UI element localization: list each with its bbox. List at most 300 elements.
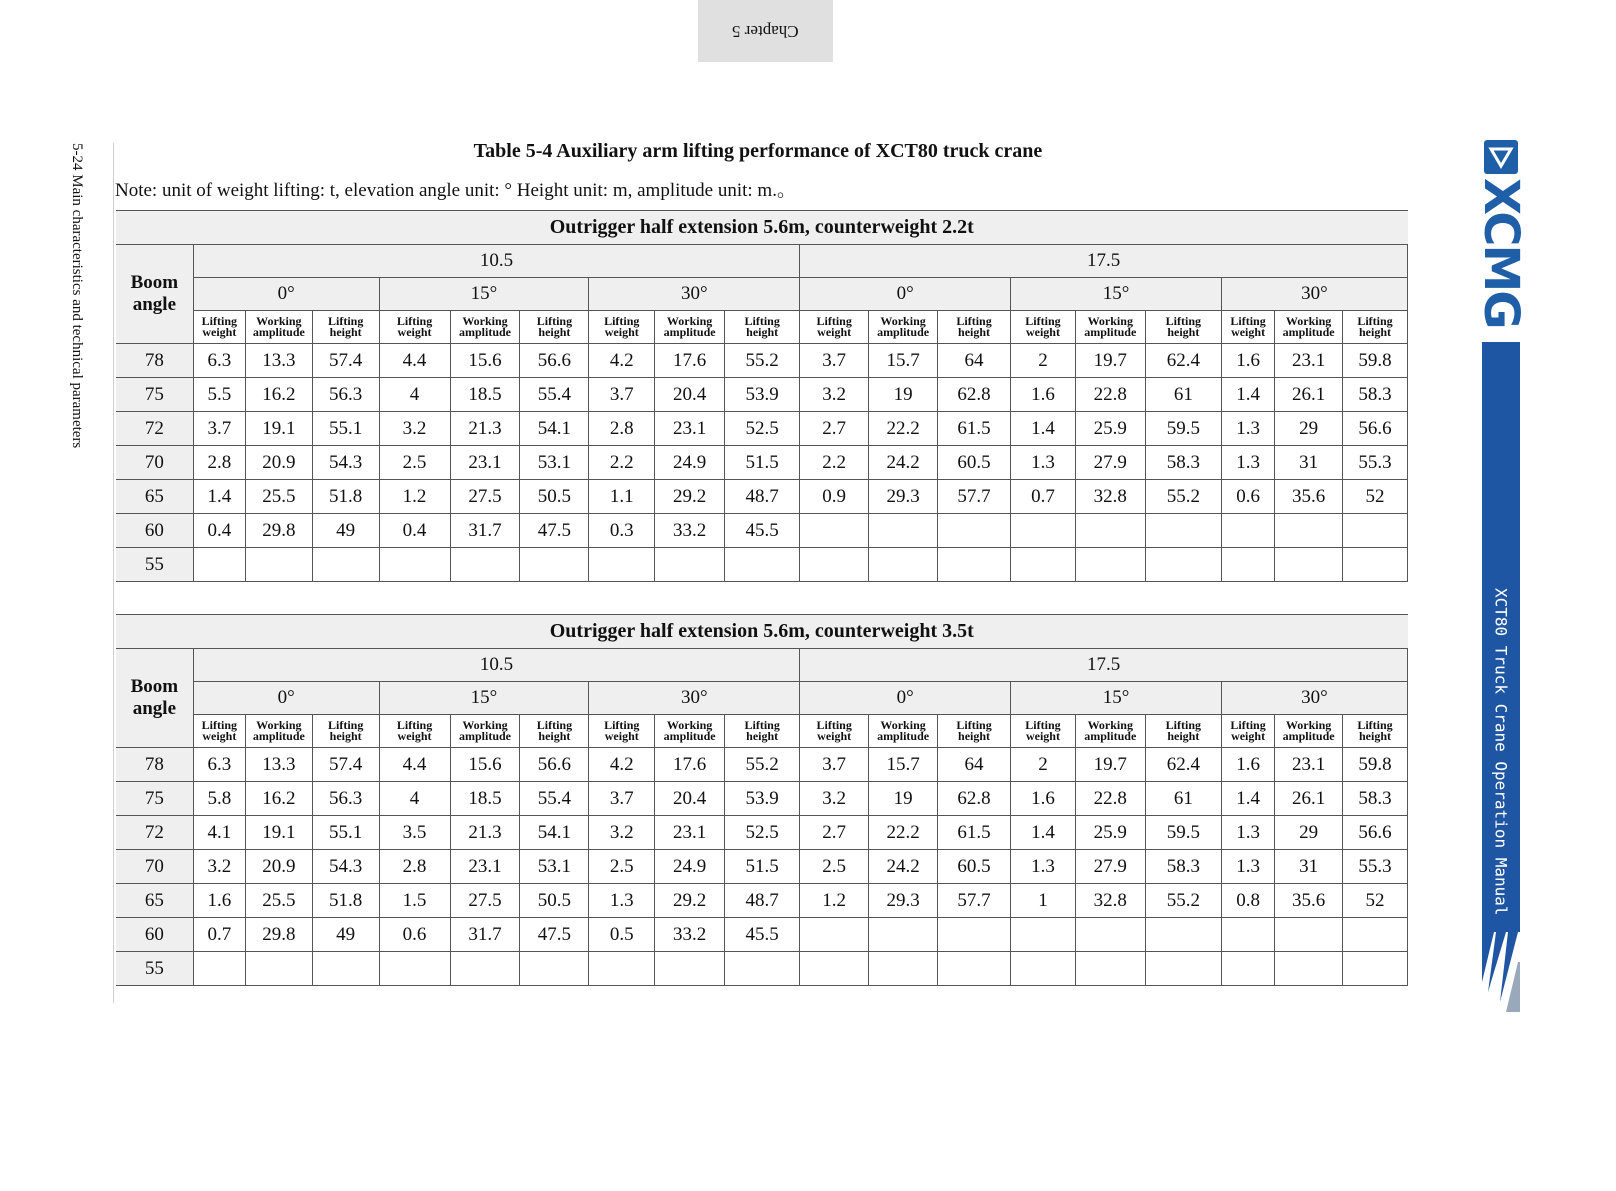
lifting-weight-header bbox=[1221, 311, 1274, 344]
value-cell: 1.3 bbox=[1221, 850, 1274, 884]
value-cell: 1.2 bbox=[379, 480, 450, 514]
value-cell: 54.1 bbox=[520, 412, 589, 446]
header-line: Lifting bbox=[1025, 718, 1061, 732]
value-cell: 0.4 bbox=[193, 514, 245, 548]
header-line: Working bbox=[880, 718, 926, 732]
value-cell: 13.3 bbox=[245, 748, 312, 782]
header-line: weight bbox=[1025, 325, 1060, 339]
value-cell: 29.2 bbox=[655, 480, 725, 514]
arm-length-header: 17.5 bbox=[800, 245, 1408, 278]
value-cell: 57.7 bbox=[938, 480, 1011, 514]
value-cell: 22.2 bbox=[869, 412, 938, 446]
boom-angle-cell: 65 bbox=[116, 884, 193, 918]
table-row bbox=[116, 412, 1408, 446]
table-caption: Outrigger half extension 5.6m, counterweight 3.5t bbox=[116, 615, 1408, 649]
value-cell: 60.5 bbox=[938, 446, 1011, 480]
value-cell: 54.3 bbox=[312, 446, 379, 480]
value-cell: 50.5 bbox=[520, 884, 589, 918]
value-cell: 1.5 bbox=[379, 884, 450, 918]
value-cell: 21.3 bbox=[450, 412, 520, 446]
table-row bbox=[116, 344, 1408, 378]
table-title: Table 5-4 Auxiliary arm lifting performance of XCT80 truck crane bbox=[473, 140, 1043, 162]
value-cell: 52.5 bbox=[725, 412, 800, 446]
working-amplitude-header bbox=[1275, 715, 1343, 748]
header-line: height bbox=[329, 325, 362, 339]
value-cell bbox=[1011, 548, 1076, 582]
manual-title-bar bbox=[1482, 342, 1520, 932]
value-cell: 47.5 bbox=[520, 514, 589, 548]
value-cell: 16.2 bbox=[245, 782, 312, 816]
lifting-height-header bbox=[312, 715, 379, 748]
working-amplitude-header bbox=[655, 715, 725, 748]
value-cell: 3.7 bbox=[589, 782, 655, 816]
value-cell: 33.2 bbox=[655, 514, 725, 548]
lifting-height-header bbox=[312, 311, 379, 344]
value-cell bbox=[938, 514, 1011, 548]
lifting-weight-header bbox=[193, 311, 245, 344]
lifting-weight-header bbox=[800, 311, 869, 344]
table-row bbox=[116, 514, 1408, 548]
value-cell bbox=[800, 514, 869, 548]
working-amplitude-header bbox=[245, 311, 312, 344]
value-cell: 52.5 bbox=[725, 816, 800, 850]
value-cell: 1 bbox=[1011, 884, 1076, 918]
header-line: weight bbox=[397, 325, 432, 339]
value-cell: 1.3 bbox=[1221, 816, 1274, 850]
offset-angle-header: 15° bbox=[1011, 682, 1222, 715]
value-cell: 29.2 bbox=[655, 884, 725, 918]
header-line: Lifting bbox=[536, 718, 573, 732]
value-cell: 56.3 bbox=[312, 378, 379, 412]
table-row bbox=[116, 884, 1408, 918]
value-cell bbox=[193, 952, 245, 986]
value-cell: 1.3 bbox=[1011, 446, 1076, 480]
table-row bbox=[116, 918, 1408, 952]
header-line: Working bbox=[1285, 718, 1332, 732]
value-cell: 2.7 bbox=[800, 412, 869, 446]
boom-angle-cell: 70 bbox=[116, 850, 193, 884]
value-cell: 48.7 bbox=[725, 480, 800, 514]
table-row bbox=[116, 748, 1408, 782]
lifting-weight-header bbox=[1221, 715, 1274, 748]
value-cell: 5.8 bbox=[193, 782, 245, 816]
value-cell: 0.7 bbox=[193, 918, 245, 952]
value-cell: 53.9 bbox=[725, 378, 800, 412]
value-cell: 45.5 bbox=[725, 514, 800, 548]
value-cell: 54.3 bbox=[312, 850, 379, 884]
header-line: amplitude bbox=[1282, 729, 1335, 743]
value-cell: 61.5 bbox=[938, 412, 1011, 446]
value-cell: 57.4 bbox=[312, 344, 379, 378]
value-cell: 23.1 bbox=[655, 816, 725, 850]
header-line: Lifting bbox=[744, 314, 780, 328]
value-cell: 16.2 bbox=[245, 378, 312, 412]
value-cell bbox=[379, 548, 450, 582]
header-line: amplitude bbox=[459, 729, 512, 743]
header-line: amplitude bbox=[663, 729, 716, 743]
lifting-height-header bbox=[725, 311, 800, 344]
value-cell: 64 bbox=[938, 748, 1011, 782]
value-cell: 55.2 bbox=[1145, 884, 1221, 918]
header-line: Lifting bbox=[1165, 314, 1202, 328]
boom-angle-cell: 65 bbox=[116, 480, 193, 514]
value-cell: 33.2 bbox=[655, 918, 725, 952]
value-cell: 6.3 bbox=[193, 748, 245, 782]
value-cell bbox=[869, 548, 938, 582]
header-line: Lifting bbox=[1357, 314, 1393, 328]
lifting-weight-header bbox=[800, 715, 869, 748]
value-cell: 4.1 bbox=[193, 816, 245, 850]
value-cell: 15.6 bbox=[450, 344, 520, 378]
value-cell: 20.9 bbox=[245, 850, 312, 884]
value-cell: 2.5 bbox=[800, 850, 869, 884]
value-cell bbox=[245, 548, 312, 582]
boom-angle-cell: 75 bbox=[116, 378, 193, 412]
value-cell: 20.4 bbox=[655, 378, 725, 412]
value-cell: 59.8 bbox=[1343, 748, 1408, 782]
value-cell: 2.8 bbox=[379, 850, 450, 884]
value-cell: 58.3 bbox=[1343, 378, 1408, 412]
working-amplitude-header bbox=[869, 311, 938, 344]
header-line: weight bbox=[397, 729, 432, 743]
working-amplitude-header bbox=[245, 715, 312, 748]
value-cell: 3.5 bbox=[379, 816, 450, 850]
value-cell: 29.8 bbox=[245, 918, 312, 952]
lifting-height-header bbox=[938, 715, 1011, 748]
value-cell: 27.5 bbox=[450, 884, 520, 918]
header-line: Lifting bbox=[396, 718, 433, 732]
value-cell: 3.2 bbox=[800, 782, 869, 816]
header-line: Working bbox=[666, 718, 713, 732]
value-cell: 27.9 bbox=[1075, 850, 1145, 884]
boom-angle-cell: 78 bbox=[116, 748, 193, 782]
value-cell: 59.5 bbox=[1145, 412, 1221, 446]
working-amplitude-header bbox=[655, 311, 725, 344]
header-line: Working bbox=[666, 314, 713, 328]
value-cell: 57.7 bbox=[938, 884, 1011, 918]
value-cell: 56.6 bbox=[1343, 816, 1408, 850]
offset-angle-header: 0° bbox=[193, 278, 379, 311]
value-cell: 59.5 bbox=[1145, 816, 1221, 850]
value-cell bbox=[800, 918, 869, 952]
value-cell: 25.5 bbox=[245, 884, 312, 918]
value-cell: 53.1 bbox=[520, 446, 589, 480]
header-line: weight bbox=[1231, 325, 1266, 339]
header-line: amplitude bbox=[1084, 325, 1137, 339]
value-cell: 3.7 bbox=[800, 344, 869, 378]
value-cell bbox=[869, 514, 938, 548]
value-cell bbox=[589, 548, 655, 582]
boom-angle-header: Boom angle bbox=[116, 649, 193, 748]
header-line: Working bbox=[1285, 314, 1332, 328]
value-cell: 62.4 bbox=[1145, 344, 1221, 378]
header-line: amplitude bbox=[877, 729, 930, 743]
value-cell: 2.8 bbox=[589, 412, 655, 446]
value-cell: 24.9 bbox=[655, 850, 725, 884]
value-cell: 2.5 bbox=[379, 446, 450, 480]
header-line: height bbox=[538, 325, 571, 339]
value-cell bbox=[1343, 952, 1408, 986]
boom-angle-cell: 78 bbox=[116, 344, 193, 378]
value-cell: 49 bbox=[312, 514, 379, 548]
boom-angle-cell: 55 bbox=[116, 952, 193, 986]
value-cell: 48.7 bbox=[725, 884, 800, 918]
value-cell: 0.4 bbox=[379, 514, 450, 548]
lifting-height-header bbox=[1145, 715, 1221, 748]
value-cell bbox=[450, 952, 520, 986]
value-cell: 3.7 bbox=[193, 412, 245, 446]
value-cell: 50.5 bbox=[520, 480, 589, 514]
arm-length-header: 10.5 bbox=[193, 649, 799, 682]
value-cell: 59.8 bbox=[1343, 344, 1408, 378]
value-cell: 53.9 bbox=[725, 782, 800, 816]
header-line: Lifting bbox=[327, 314, 364, 328]
offset-angle-header: 30° bbox=[589, 278, 800, 311]
value-cell bbox=[938, 952, 1011, 986]
header-line: height bbox=[1359, 325, 1392, 339]
header-line: Lifting bbox=[816, 314, 852, 328]
value-cell: 53.1 bbox=[520, 850, 589, 884]
units-note: Note: unit of weight lifting: t, elevation angle unit: ° Height unit: m, amplitude unit: m.。 bbox=[115, 180, 796, 201]
value-cell: 51.5 bbox=[725, 850, 800, 884]
header-line: weight bbox=[817, 729, 852, 743]
header-line: Lifting bbox=[1165, 718, 1202, 732]
margin-divider bbox=[113, 143, 114, 1003]
value-cell: 6.3 bbox=[193, 344, 245, 378]
value-cell: 58.3 bbox=[1145, 850, 1221, 884]
value-cell: 35.6 bbox=[1275, 884, 1343, 918]
value-cell: 62.8 bbox=[938, 782, 1011, 816]
value-cell bbox=[589, 952, 655, 986]
offset-angle-header: 15° bbox=[1011, 278, 1222, 311]
value-cell bbox=[1343, 548, 1408, 582]
brand-wordmark: XCMG bbox=[1473, 178, 1529, 328]
header-line: height bbox=[1359, 729, 1392, 743]
value-cell: 1.6 bbox=[1221, 748, 1274, 782]
header-line: amplitude bbox=[877, 325, 930, 339]
value-cell: 55.1 bbox=[312, 816, 379, 850]
value-cell: 62.8 bbox=[938, 378, 1011, 412]
value-cell: 1.4 bbox=[193, 480, 245, 514]
header-line: weight bbox=[1025, 729, 1060, 743]
value-cell: 24.2 bbox=[869, 850, 938, 884]
value-cell: 3.2 bbox=[193, 850, 245, 884]
offset-angle-header: 30° bbox=[589, 682, 800, 715]
value-cell: 29.8 bbox=[245, 514, 312, 548]
lifting-height-header bbox=[725, 715, 800, 748]
header-line: Lifting bbox=[327, 718, 364, 732]
value-cell bbox=[1275, 548, 1343, 582]
value-cell: 0.6 bbox=[1221, 480, 1274, 514]
table-caption: Outrigger half extension 5.6m, counterweight 2.2t bbox=[116, 211, 1408, 245]
table-row bbox=[116, 952, 1408, 986]
value-cell: 2.2 bbox=[589, 446, 655, 480]
header-line: Working bbox=[462, 718, 508, 732]
value-cell bbox=[312, 548, 379, 582]
value-cell: 3.2 bbox=[589, 816, 655, 850]
value-cell bbox=[938, 918, 1011, 952]
value-cell: 27.5 bbox=[450, 480, 520, 514]
value-cell bbox=[938, 548, 1011, 582]
arm-length-header: 10.5 bbox=[193, 245, 799, 278]
value-cell bbox=[869, 918, 938, 952]
value-cell: 15.7 bbox=[869, 748, 938, 782]
value-cell: 3.2 bbox=[379, 412, 450, 446]
header-line: Lifting bbox=[956, 314, 992, 328]
value-cell: 56.6 bbox=[520, 748, 589, 782]
value-cell bbox=[450, 548, 520, 582]
value-cell: 2 bbox=[1011, 748, 1076, 782]
value-cell bbox=[520, 548, 589, 582]
value-cell: 47.5 bbox=[520, 918, 589, 952]
value-cell: 29.3 bbox=[869, 884, 938, 918]
performance-table-2 bbox=[116, 614, 1408, 986]
chapter-label: Chapter 5 bbox=[732, 22, 799, 41]
lifting-height-header bbox=[520, 311, 589, 344]
working-amplitude-header bbox=[1075, 311, 1145, 344]
value-cell: 22.2 bbox=[869, 816, 938, 850]
value-cell: 61.5 bbox=[938, 816, 1011, 850]
value-cell: 35.6 bbox=[1275, 480, 1343, 514]
value-cell: 26.1 bbox=[1275, 378, 1343, 412]
value-cell: 56.3 bbox=[312, 782, 379, 816]
value-cell: 22.8 bbox=[1075, 378, 1145, 412]
value-cell bbox=[655, 548, 725, 582]
header-line: Lifting bbox=[1230, 718, 1266, 732]
header-line: Lifting bbox=[1230, 314, 1266, 328]
working-amplitude-header bbox=[1075, 715, 1145, 748]
value-cell: 19.7 bbox=[1075, 748, 1145, 782]
value-cell bbox=[1343, 514, 1408, 548]
header-line: Lifting bbox=[201, 314, 238, 328]
value-cell bbox=[1221, 548, 1274, 582]
value-cell: 56.6 bbox=[1343, 412, 1408, 446]
value-cell: 26.1 bbox=[1275, 782, 1343, 816]
value-cell: 21.3 bbox=[450, 816, 520, 850]
value-cell: 54.1 bbox=[520, 816, 589, 850]
header-line: amplitude bbox=[459, 325, 512, 339]
value-cell: 0.5 bbox=[589, 918, 655, 952]
value-cell: 25.9 bbox=[1075, 412, 1145, 446]
value-cell: 13.3 bbox=[245, 344, 312, 378]
value-cell bbox=[1275, 514, 1343, 548]
value-cell: 4.2 bbox=[589, 344, 655, 378]
performance-table-1 bbox=[116, 210, 1408, 582]
value-cell: 32.8 bbox=[1075, 884, 1145, 918]
value-cell: 20.9 bbox=[245, 446, 312, 480]
boom-angle-cell: 60 bbox=[116, 514, 193, 548]
value-cell: 1.3 bbox=[589, 884, 655, 918]
value-cell: 25.5 bbox=[245, 480, 312, 514]
value-cell: 51.8 bbox=[312, 884, 379, 918]
value-cell: 1.4 bbox=[1221, 782, 1274, 816]
value-cell: 1.6 bbox=[1011, 782, 1076, 816]
value-cell bbox=[1275, 918, 1343, 952]
value-cell: 55.2 bbox=[1145, 480, 1221, 514]
value-cell bbox=[1145, 952, 1221, 986]
value-cell: 24.9 bbox=[655, 446, 725, 480]
header-line: height bbox=[746, 729, 779, 743]
value-cell: 22.8 bbox=[1075, 782, 1145, 816]
value-cell: 1.3 bbox=[1221, 412, 1274, 446]
value-cell bbox=[869, 952, 938, 986]
lifting-height-header bbox=[520, 715, 589, 748]
boom-angle-cell: 72 bbox=[116, 816, 193, 850]
value-cell: 1.6 bbox=[1011, 378, 1076, 412]
value-cell bbox=[193, 548, 245, 582]
header-line: Working bbox=[880, 314, 926, 328]
offset-angle-header: 0° bbox=[193, 682, 379, 715]
value-cell: 29.3 bbox=[869, 480, 938, 514]
value-cell: 5.5 bbox=[193, 378, 245, 412]
value-cell: 23.1 bbox=[1275, 344, 1343, 378]
header-line: height bbox=[1167, 325, 1200, 339]
value-cell: 3.2 bbox=[800, 378, 869, 412]
boom-angle-cell: 70 bbox=[116, 446, 193, 480]
header-line: weight bbox=[1231, 729, 1266, 743]
value-cell bbox=[245, 952, 312, 986]
value-cell: 49 bbox=[312, 918, 379, 952]
value-cell bbox=[312, 952, 379, 986]
value-cell: 29 bbox=[1275, 816, 1343, 850]
value-cell: 18.5 bbox=[450, 378, 520, 412]
value-cell bbox=[1221, 952, 1274, 986]
value-cell: 58.3 bbox=[1145, 446, 1221, 480]
value-cell: 55.3 bbox=[1343, 850, 1408, 884]
value-cell bbox=[1221, 514, 1274, 548]
value-cell: 45.5 bbox=[725, 918, 800, 952]
value-cell: 1.1 bbox=[589, 480, 655, 514]
header-line: amplitude bbox=[1282, 325, 1335, 339]
value-cell bbox=[725, 548, 800, 582]
lifting-weight-header bbox=[379, 311, 450, 344]
value-cell: 25.9 bbox=[1075, 816, 1145, 850]
value-cell: 51.5 bbox=[725, 446, 800, 480]
value-cell: 51.8 bbox=[312, 480, 379, 514]
header-line: Lifting bbox=[604, 718, 640, 732]
header-line: Lifting bbox=[1357, 718, 1393, 732]
value-cell bbox=[1275, 952, 1343, 986]
table-row bbox=[116, 548, 1408, 582]
value-cell: 15.6 bbox=[450, 748, 520, 782]
brand-strip bbox=[1473, 140, 1529, 1010]
header-line: Lifting bbox=[396, 314, 433, 328]
value-cell: 56.6 bbox=[520, 344, 589, 378]
lifting-weight-header bbox=[1011, 715, 1076, 748]
value-cell: 55.4 bbox=[520, 782, 589, 816]
value-cell: 19 bbox=[869, 378, 938, 412]
value-cell: 1.6 bbox=[193, 884, 245, 918]
header-line: Working bbox=[256, 314, 302, 328]
value-cell: 23.1 bbox=[450, 446, 520, 480]
value-cell: 1.2 bbox=[800, 884, 869, 918]
value-cell bbox=[800, 952, 869, 986]
value-cell: 0.3 bbox=[589, 514, 655, 548]
header-line: weight bbox=[604, 325, 639, 339]
header-line: Lifting bbox=[536, 314, 573, 328]
value-cell bbox=[520, 952, 589, 986]
value-cell: 57.4 bbox=[312, 748, 379, 782]
offset-angle-header: 30° bbox=[1221, 682, 1407, 715]
header-line: weight bbox=[202, 325, 237, 339]
header-line: Lifting bbox=[201, 718, 238, 732]
offset-angle-header: 15° bbox=[379, 278, 589, 311]
value-cell bbox=[1011, 918, 1076, 952]
boom-angle-cell: 60 bbox=[116, 918, 193, 952]
value-cell bbox=[1145, 514, 1221, 548]
header-line: Lifting bbox=[816, 718, 852, 732]
header-line: height bbox=[538, 729, 571, 743]
